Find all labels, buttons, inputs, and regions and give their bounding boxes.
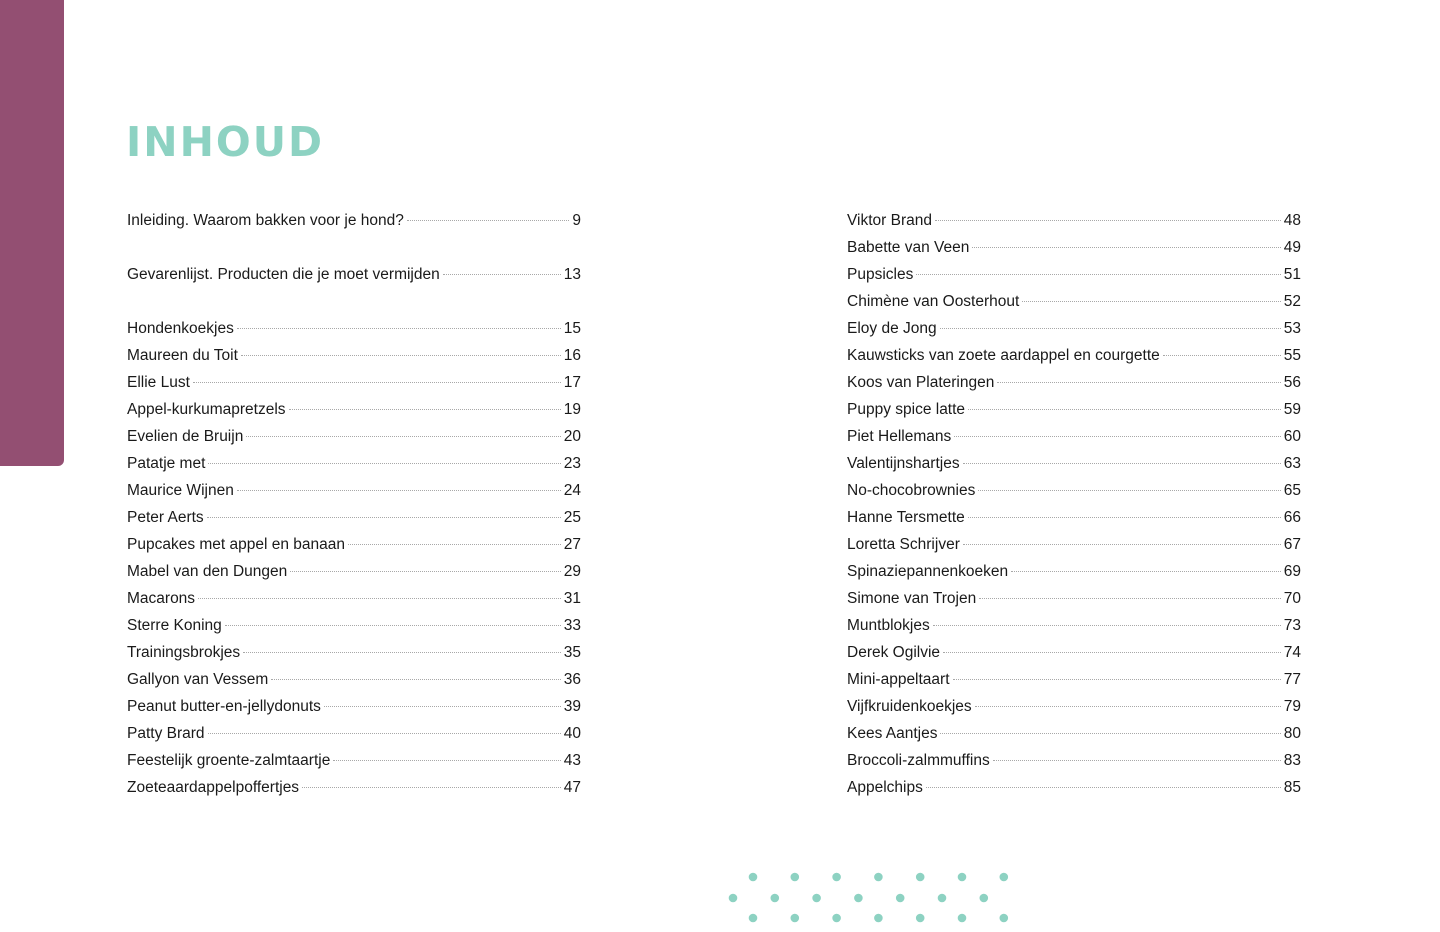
decorative-dot bbox=[791, 873, 800, 882]
toc-leader-dots bbox=[324, 706, 561, 707]
toc-entry-title: Patty Brard bbox=[127, 725, 205, 742]
toc-entry-page: 39 bbox=[563, 698, 581, 715]
toc-entry[interactable] bbox=[847, 558, 1301, 585]
toc-entry-page: 27 bbox=[563, 536, 581, 553]
toc-entry-title: Broccoli-zalmmuffins bbox=[847, 752, 990, 769]
toc-leader-dots bbox=[933, 625, 1281, 626]
toc-leader-dots bbox=[978, 490, 1280, 491]
decorative-dot bbox=[832, 914, 841, 923]
toc-entry-page: 33 bbox=[563, 617, 581, 634]
toc-entry-page: 25 bbox=[563, 509, 581, 526]
toc-entry-title: Inleiding. Waarom bakken voor je hond? bbox=[127, 212, 404, 229]
toc-entry-title: No-chocobrownies bbox=[847, 482, 976, 499]
toc-entry-title: Appelchips bbox=[847, 779, 923, 796]
toc-entry-page: 23 bbox=[563, 455, 581, 472]
toc-leader-dots bbox=[975, 706, 1281, 707]
decorative-dot bbox=[791, 914, 800, 923]
toc-leader-dots bbox=[997, 382, 1280, 383]
toc-entry-title: Piet Hellemans bbox=[847, 428, 952, 445]
decorative-dot bbox=[854, 894, 863, 903]
toc-entry[interactable] bbox=[127, 531, 581, 558]
toc-entry-title: Spinaziepannenkoeken bbox=[847, 563, 1009, 580]
toc-entry[interactable] bbox=[847, 369, 1301, 396]
toc-entry-page: 85 bbox=[1283, 779, 1301, 796]
toc-entry-title: Trainingsbrokjes bbox=[127, 644, 241, 661]
decorative-dot bbox=[896, 894, 905, 903]
decorative-dot bbox=[749, 914, 758, 923]
toc-entry-title: Viktor Brand bbox=[847, 212, 933, 229]
toc-leader-dots bbox=[207, 517, 561, 518]
decorative-dot bbox=[958, 873, 967, 882]
toc-entry[interactable] bbox=[847, 234, 1301, 261]
toc-entry[interactable] bbox=[127, 423, 581, 450]
toc-entry[interactable] bbox=[127, 720, 581, 747]
toc-leader-dots bbox=[243, 652, 561, 653]
toc-leader-dots bbox=[225, 625, 561, 626]
toc-entry[interactable] bbox=[847, 423, 1301, 450]
toc-right-column bbox=[847, 207, 1301, 801]
toc-entry-title: Derek Ogilvie bbox=[847, 644, 941, 661]
toc-leader-dots bbox=[246, 436, 560, 437]
toc-entry-page: 35 bbox=[563, 644, 581, 661]
decorative-dot bbox=[812, 894, 821, 903]
toc-entry-page: 49 bbox=[1283, 239, 1301, 256]
toc-leader-dots bbox=[237, 328, 561, 329]
toc-entry-title: Puppy spice latte bbox=[847, 401, 966, 418]
toc-leader-dots bbox=[972, 247, 1280, 248]
toc-entry-page: 74 bbox=[1283, 644, 1301, 661]
toc-leader-dots bbox=[198, 598, 561, 599]
toc-entry-page: 83 bbox=[1283, 752, 1301, 769]
toc-leader-dots bbox=[968, 409, 1281, 410]
toc-entry[interactable] bbox=[847, 288, 1301, 315]
toc-entry[interactable] bbox=[127, 450, 581, 477]
toc-leader-dots bbox=[979, 598, 1281, 599]
toc-entry-title: Hondenkoekjes bbox=[127, 320, 234, 337]
toc-leader-dots bbox=[963, 544, 1281, 545]
toc-entry-page: 60 bbox=[1283, 428, 1301, 445]
toc-leader-dots bbox=[940, 328, 1281, 329]
toc-entry[interactable] bbox=[847, 585, 1301, 612]
toc-entry[interactable] bbox=[127, 396, 581, 423]
toc-entry-title: Patatje met bbox=[127, 455, 206, 472]
toc-leader-dots bbox=[916, 274, 1280, 275]
toc-entry-page: 31 bbox=[563, 590, 581, 607]
toc-entry-page: 48 bbox=[1283, 212, 1301, 229]
toc-entry-page: 17 bbox=[563, 374, 581, 391]
toc-entry-title: Macarons bbox=[127, 590, 196, 607]
toc-entry-page: 13 bbox=[563, 266, 581, 283]
toc-entry[interactable] bbox=[847, 315, 1301, 342]
toc-leader-dots bbox=[208, 463, 560, 464]
toc-entry[interactable] bbox=[847, 774, 1301, 801]
toc-entry-title: Appel-kurkumapretzels bbox=[127, 401, 286, 418]
toc-entry[interactable] bbox=[847, 720, 1301, 747]
toc-entry-title: Loretta Schrijver bbox=[847, 536, 960, 553]
decorative-dot bbox=[749, 873, 758, 882]
toc-leader-dots bbox=[993, 760, 1281, 761]
toc-entry-page: 53 bbox=[1283, 320, 1301, 337]
toc-entry-page: 51 bbox=[1283, 266, 1301, 283]
toc-leader-dots bbox=[302, 787, 561, 788]
toc-leader-dots bbox=[348, 544, 561, 545]
toc-entry[interactable] bbox=[127, 612, 581, 639]
toc-entry[interactable] bbox=[847, 666, 1301, 693]
toc-entry-title: Muntblokjes bbox=[847, 617, 930, 634]
toc-entry[interactable] bbox=[127, 261, 581, 288]
decorative-dot bbox=[916, 873, 925, 882]
toc-leader-dots bbox=[241, 355, 561, 356]
toc-entry[interactable] bbox=[127, 639, 581, 666]
toc-entry[interactable] bbox=[847, 342, 1301, 369]
toc-entry-page: 66 bbox=[1283, 509, 1301, 526]
toc-entry[interactable] bbox=[127, 207, 581, 234]
toc-entry[interactable] bbox=[847, 450, 1301, 477]
toc-entry[interactable] bbox=[127, 774, 581, 801]
page-title: INHOUD bbox=[126, 118, 325, 166]
toc-leader-dots bbox=[237, 490, 561, 491]
toc-leader-dots bbox=[1022, 301, 1280, 302]
decorative-dot bbox=[729, 894, 738, 903]
toc-leader-dots bbox=[943, 652, 1281, 653]
toc-entry[interactable] bbox=[127, 477, 581, 504]
toc-entry[interactable] bbox=[847, 207, 1301, 234]
toc-entry[interactable] bbox=[127, 315, 581, 342]
toc-entry-page: 67 bbox=[1283, 536, 1301, 553]
toc-entry-title: Maureen du Toit bbox=[127, 347, 238, 364]
decorative-dot bbox=[938, 894, 947, 903]
toc-leader-dots bbox=[935, 220, 1281, 221]
toc-entry-title: Evelien de Bruijn bbox=[127, 428, 244, 445]
toc-entry-page: 65 bbox=[1283, 482, 1301, 499]
toc-entry-title: Babette van Veen bbox=[847, 239, 970, 256]
toc-entry[interactable] bbox=[847, 261, 1301, 288]
toc-leader-dots bbox=[1163, 355, 1281, 356]
toc-leader-dots bbox=[208, 733, 561, 734]
toc-leader-dots bbox=[271, 679, 560, 680]
toc-entry-title: Peter Aerts bbox=[127, 509, 204, 526]
toc-entry[interactable] bbox=[127, 369, 581, 396]
toc-entry-page: 36 bbox=[563, 671, 581, 688]
toc-entry[interactable] bbox=[847, 396, 1301, 423]
decorative-dot bbox=[1000, 914, 1009, 923]
toc-entry-title: Simone van Trojen bbox=[847, 590, 977, 607]
toc-entry-page: 70 bbox=[1283, 590, 1301, 607]
toc-entry-page: 63 bbox=[1283, 455, 1301, 472]
toc-entry-page: 24 bbox=[563, 482, 581, 499]
toc-entry-title: Zoeteaardappelpoffertjes bbox=[127, 779, 300, 796]
toc-leader-dots bbox=[940, 733, 1280, 734]
toc-leader-dots bbox=[963, 463, 1281, 464]
toc-entry-title: Maurice Wijnen bbox=[127, 482, 234, 499]
toc-entry[interactable] bbox=[847, 477, 1301, 504]
decorative-side-band bbox=[0, 0, 64, 466]
toc-entry-title: Vijfkruidenkoekjes bbox=[847, 698, 972, 715]
toc-entry-page: 73 bbox=[1283, 617, 1301, 634]
decorative-dot bbox=[874, 914, 883, 923]
toc-entry-page: 52 bbox=[1283, 293, 1301, 310]
toc-leader-dots bbox=[333, 760, 560, 761]
decorative-dot bbox=[980, 894, 989, 903]
toc-leader-dots bbox=[953, 679, 1281, 680]
toc-entry-title: Eloy de Jong bbox=[847, 320, 937, 337]
decorative-dot bbox=[916, 914, 925, 923]
toc-left-column bbox=[127, 207, 581, 801]
toc-entry-page: 9 bbox=[572, 212, 581, 229]
toc-entry[interactable] bbox=[847, 504, 1301, 531]
decorative-dot bbox=[832, 873, 841, 882]
toc-entry-page: 16 bbox=[563, 347, 581, 364]
toc-entry[interactable] bbox=[127, 342, 581, 369]
toc-entry-page: 20 bbox=[563, 428, 581, 445]
toc-entry-title: Kees Aantjes bbox=[847, 725, 938, 742]
toc-entry-title: Sterre Koning bbox=[127, 617, 222, 634]
toc-entry-page: 59 bbox=[1283, 401, 1301, 418]
toc-entry-title: Hanne Tersmette bbox=[847, 509, 965, 526]
toc-leader-dots bbox=[407, 220, 570, 221]
toc-entry[interactable] bbox=[127, 666, 581, 693]
toc-entry-title: Kauwsticks van zoete aardappel en courgette bbox=[847, 347, 1160, 364]
toc-entry[interactable] bbox=[847, 639, 1301, 666]
toc-entry-title: Ellie Lust bbox=[127, 374, 190, 391]
toc-entry[interactable] bbox=[847, 693, 1301, 720]
toc-leader-dots bbox=[954, 436, 1281, 437]
toc-entry[interactable] bbox=[127, 504, 581, 531]
toc-entry-page: 69 bbox=[1283, 563, 1301, 580]
toc-leader-dots bbox=[1011, 571, 1281, 572]
toc-entry-page: 55 bbox=[1283, 347, 1301, 364]
toc-entry[interactable] bbox=[127, 558, 581, 585]
toc-entry-title: Mabel van den Dungen bbox=[127, 563, 288, 580]
toc-entry[interactable] bbox=[127, 747, 581, 774]
toc-entry-title: Valentijnshartjes bbox=[847, 455, 960, 472]
toc-leader-dots bbox=[926, 787, 1281, 788]
toc-entry-title: Gevarenlijst. Producten die je moet vermijden bbox=[127, 266, 440, 283]
toc-entry-title: Pupsicles bbox=[847, 266, 914, 283]
toc-entry[interactable] bbox=[847, 612, 1301, 639]
toc-entry-page: 47 bbox=[563, 779, 581, 796]
toc-leader-dots bbox=[193, 382, 561, 383]
toc-entry-page: 29 bbox=[563, 563, 581, 580]
decorative-dot bbox=[874, 873, 883, 882]
toc-entry[interactable] bbox=[127, 585, 581, 612]
toc-entry-page: 15 bbox=[563, 320, 581, 337]
toc-entry-title: Pupcakes met appel en banaan bbox=[127, 536, 346, 553]
decorative-dot bbox=[1000, 873, 1009, 882]
toc-entry-page: 19 bbox=[563, 401, 581, 418]
toc-entry-page: 40 bbox=[563, 725, 581, 742]
toc-entry-title: Mini-appeltaart bbox=[847, 671, 950, 688]
toc-leader-dots bbox=[443, 274, 561, 275]
toc-entry[interactable] bbox=[847, 747, 1301, 774]
decorative-dot bbox=[771, 894, 780, 903]
toc-entry[interactable] bbox=[127, 693, 581, 720]
toc-leader-dots bbox=[289, 409, 561, 410]
toc-entry-page: 43 bbox=[563, 752, 581, 769]
toc-leader-dots bbox=[968, 517, 1281, 518]
toc-entry-page: 56 bbox=[1283, 374, 1301, 391]
decorative-dot bbox=[958, 914, 967, 923]
toc-entry-title: Gallyon van Vessem bbox=[127, 671, 269, 688]
toc-entry-title: Peanut butter-en-jellydonuts bbox=[127, 698, 321, 715]
toc-entry-title: Feestelijk groente-zalmtaartje bbox=[127, 752, 331, 769]
toc-leader-dots bbox=[290, 571, 560, 572]
toc-entry-page: 77 bbox=[1283, 671, 1301, 688]
toc-entry-title: Koos van Plateringen bbox=[847, 374, 995, 391]
toc-entry[interactable] bbox=[847, 531, 1301, 558]
toc-entry-page: 80 bbox=[1283, 725, 1301, 742]
toc-entry-title: Chimène van Oosterhout bbox=[847, 293, 1020, 310]
toc-entry-page: 79 bbox=[1283, 698, 1301, 715]
